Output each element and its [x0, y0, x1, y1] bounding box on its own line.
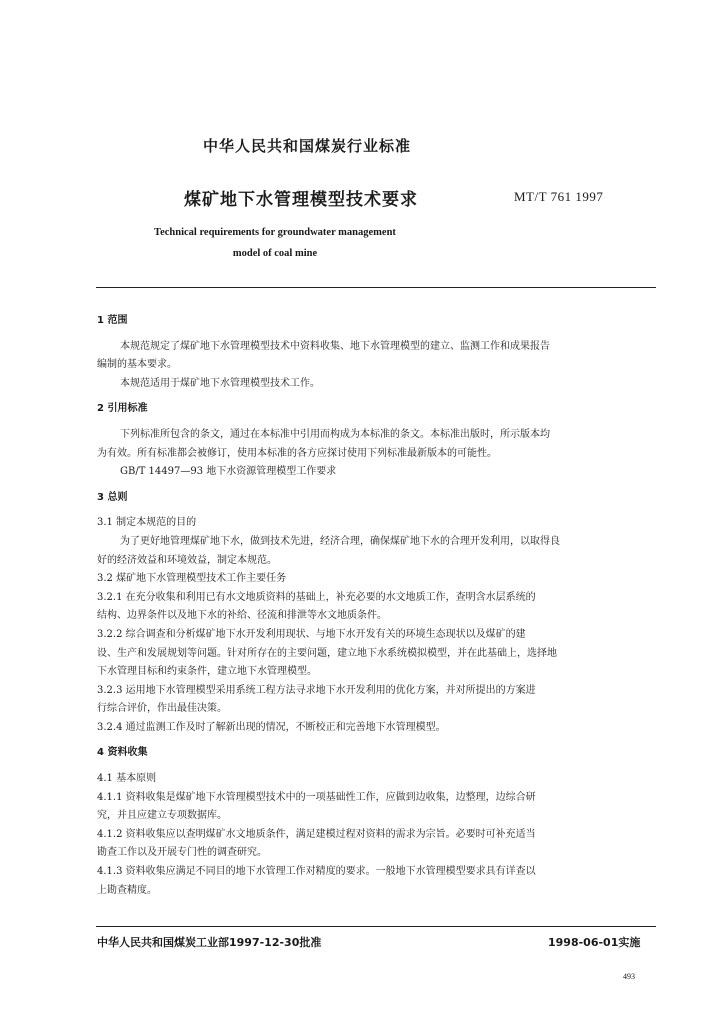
reference-item: GB/T 14497—93 地下水资源管理模型工作要求 — [120, 466, 337, 478]
paragraph: 下列标准所包含的条文，通过在本标准中引用而构成为本标准的条文。本标准出版时，所示版本均 — [120, 428, 550, 440]
clause: 3.2.3 运用地下水管理模型采用系统工程方法寻求地下水开发利用的优化方案，并对所提出的方案进 — [97, 684, 536, 696]
clause: 下水管理目标和约束条件，建立地下水管理模型。 — [97, 666, 317, 678]
clause: 4.1.2 资料收集应以查明煤矿水文地质条件，满足建模过程对资料的需求为宗旨。必要时可补充适当 — [97, 828, 536, 840]
top-divider — [96, 287, 656, 288]
clause: 结构、边界条件以及地下水的补给、径流和排泄等水文地质条件。 — [97, 610, 387, 622]
clause: 4.1.3 资料收集应满足不同目的地下水管理工作对精度的要求。一般地下水管理模型要求具有详查以 — [97, 866, 536, 878]
industry-standard-title: 中华人民共和国煤炭行业标准 — [203, 137, 412, 155]
clause: 上勘查精度。 — [97, 884, 157, 896]
effective-date: 1998-06-01实施 — [548, 936, 641, 949]
approval-line: 中华人民共和国煤炭工业部1997-12-30批准 — [97, 936, 322, 949]
section-heading-scope: 1 范围 — [97, 315, 128, 326]
document-title: 煤矿地下水管理模型技术要求 — [184, 190, 418, 210]
section-heading-references: 2 引用标准 — [97, 403, 148, 415]
subsection-heading: 4.1 基本原则 — [97, 773, 157, 785]
clause: 行综合评价，作出最佳决策。 — [97, 703, 227, 715]
paragraph: 本规范规定了煤矿地下水管理模型技术中资料收集、地下水管理模型的建立、监测工作和成果报告 — [120, 340, 550, 352]
clause: 勘查工作以及开展专门性的调查研究。 — [97, 847, 267, 859]
clause: 3.2.4 通过监测工作及时了解新出现的情况，不断校正和完善地下水管理模型。 — [97, 721, 446, 733]
paragraph: 为有效。所有标准都会被修订，使用本标准的各方应探讨使用下列标准最新版本的可能性。 — [97, 447, 497, 459]
clause: 设、生产和发展规划等问题。针对所存在的主要问题，建立地下水系统模拟模型，并在此基础上，选择地 — [97, 647, 557, 659]
subsection-heading: 3.1 制定本规范的目的 — [97, 517, 197, 529]
standard-code: MT/T 761 1997 — [514, 189, 604, 204]
page-number: 493 — [623, 972, 635, 981]
section-heading-general: 3 总则 — [97, 491, 128, 503]
paragraph: 编制的基本要求。 — [97, 359, 177, 371]
clause: 3.2.2 综合调查和分析煤矿地下水开发利用现状、与地下水开发有关的环境生态现状以及煤矿的建 — [97, 628, 526, 640]
section-heading-data-collection: 4 资料收集 — [97, 747, 148, 759]
clause: 3.2.1 在充分收集和利用已有水文地质资料的基础上，补充必要的水文地质工作，查明含水层系统的 — [97, 591, 536, 603]
document-body — [97, 312, 657, 900]
subsection-heading: 3.2 煤矿地下水管理模型技术工作主要任务 — [97, 573, 287, 585]
paragraph: 为了更好地管理煤矿地下水，做到技术先进，经济合理，确保煤矿地下水的合理开发利用，以取得良 — [120, 535, 560, 547]
english-title: Technical requirements for groundwater management model of coal mine — [154, 227, 396, 259]
paragraph: 本规范适用于煤矿地下水管理模型技术工作。 — [120, 377, 320, 389]
bottom-divider — [96, 926, 656, 927]
clause: 究，并且应建立专项数据库。 — [97, 810, 227, 822]
clause: 4.1.1 资料收集是煤矿地下水管理模型技术中的一项基础性工作，应做到边收集，边整理，边综合研 — [97, 791, 536, 803]
paragraph: 好的经济效益和环境效益，制定本规范。 — [97, 554, 277, 566]
